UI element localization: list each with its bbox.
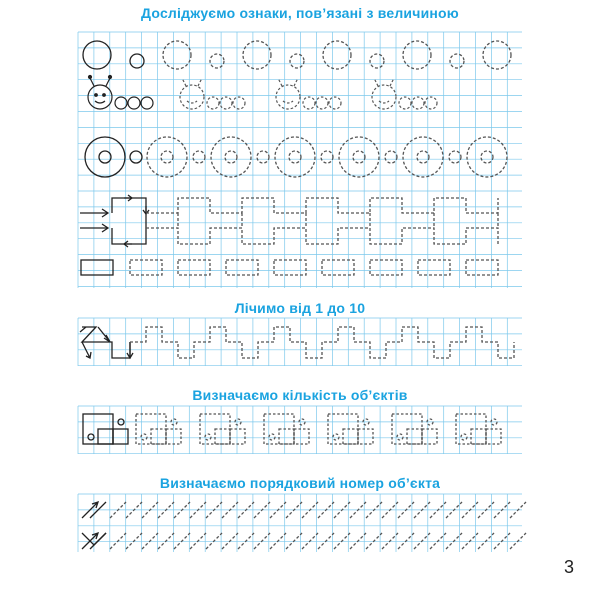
trace-diagonal-stroke (142, 533, 158, 549)
trace-caterpillar (276, 78, 341, 109)
trace-caterpillar (372, 78, 437, 109)
trace-diagonal-stroke (126, 533, 142, 549)
trace-object-square (269, 434, 275, 440)
row-circles-size (83, 41, 511, 69)
trace-big-circle (403, 41, 431, 69)
start-arrows (80, 195, 149, 247)
trace-meander (146, 198, 498, 244)
trace-object-square (333, 434, 339, 440)
trace-diagonal-stroke (238, 533, 254, 549)
trace-object-square (461, 434, 467, 440)
trace-object-square (294, 429, 309, 444)
trace-diagonal-stroke (174, 533, 190, 549)
trace-diagonal-stroke (350, 533, 366, 549)
trace-object-square (422, 429, 437, 444)
grid-section-size (78, 32, 522, 288)
trace-diagonal-stroke (334, 533, 350, 549)
sample-big-circle (83, 41, 111, 69)
trace-diagonal-stroke (366, 533, 382, 549)
row-caterpillars (88, 76, 437, 110)
trace-diagonal-stroke (110, 533, 126, 549)
trace-big-circle (323, 41, 351, 69)
trace-object-square (486, 429, 501, 444)
row-object-squares (83, 414, 501, 444)
trace-small-circle (210, 54, 224, 68)
trace-diagonal-stroke (222, 533, 238, 549)
row-meander (80, 195, 498, 247)
sample-zigzag (82, 327, 130, 358)
trace-object-square (471, 429, 486, 444)
trace-object-square (397, 434, 403, 440)
trace-diagonal-stroke (254, 533, 270, 549)
grid-section-ordinal (78, 494, 522, 552)
sample-rectangle (81, 260, 113, 275)
trace-object-square (358, 429, 373, 444)
page-number: 3 (563, 557, 574, 577)
trace-object-square (279, 429, 294, 444)
trace-caterpillar (180, 78, 245, 109)
trace-object-square (205, 434, 211, 440)
trace-diagonal-stroke (318, 533, 334, 549)
sample-caterpillar (88, 76, 153, 110)
heading-size: Досліджуємо ознаки, пов’язані з величиною (141, 5, 459, 21)
trace-small-circle (450, 54, 464, 68)
heading-count-to-10: Лічимо від 1 до 10 (234, 300, 366, 316)
sample-squares (83, 414, 128, 444)
heading-count-objects: Визначаємо кількість об’єктів (192, 387, 408, 403)
trace-small-circle (290, 54, 304, 68)
trace-object-square (230, 429, 245, 444)
row-rectangles (81, 260, 498, 275)
row-count-meander (80, 327, 514, 358)
sample-meander (112, 198, 146, 244)
trace-diagonal-stroke (206, 533, 222, 549)
trace-object-square (407, 429, 422, 444)
trace-small-circle (370, 54, 384, 68)
trace-diagonal-stroke (302, 533, 318, 549)
trace-diagonal-stroke (270, 533, 286, 549)
trace-object-square (343, 429, 358, 444)
heading-ordinal-number: Визначаємо порядковий номер об’єкта (159, 475, 441, 491)
trace-big-circle (243, 41, 271, 69)
trace-diagonal-stroke (190, 533, 206, 549)
trace-diagonal-stroke (382, 533, 398, 549)
trace-big-circle (163, 41, 191, 69)
trace-diagonal-stroke (286, 533, 302, 549)
trace-big-circle (483, 41, 511, 69)
trace-diagonal-stroke (510, 533, 526, 549)
trace-object-square (151, 429, 166, 444)
trace-count-meander (130, 327, 514, 358)
trace-object-square (215, 429, 230, 444)
trace-diagonal-stroke (158, 533, 174, 549)
